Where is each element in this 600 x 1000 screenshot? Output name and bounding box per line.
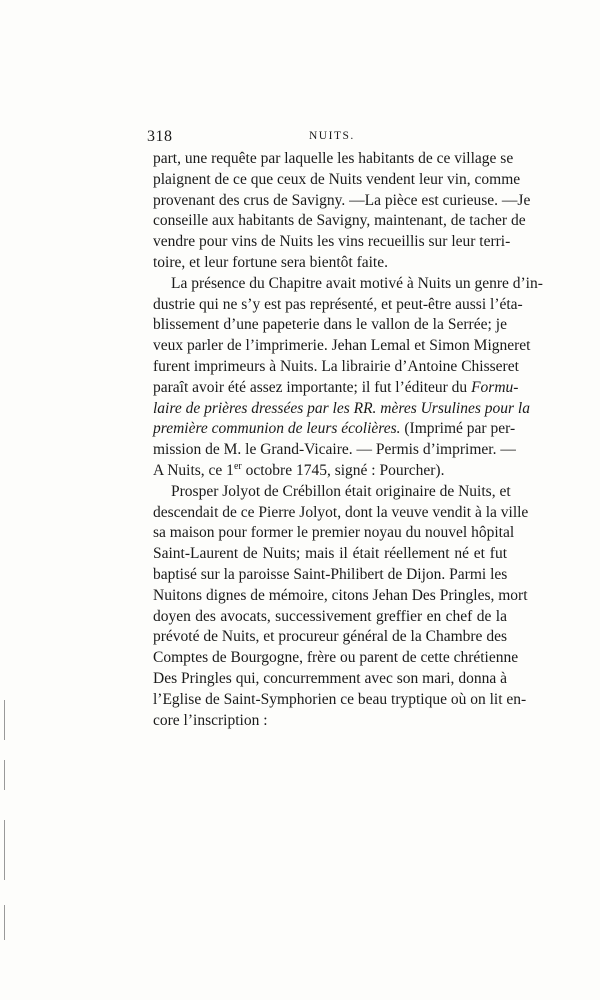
text-line — [153, 399, 530, 420]
text-line: doyen des avocats, successivement greffier en chef de la — [153, 607, 507, 625]
text-line: Saint-Laurent de Nuits; mais il était réellement né et fut — [153, 545, 507, 563]
text-line: Des Pringles qui, concurremment avec son mari, donna à — [153, 669, 507, 687]
text-line: mission de M. le Grand-Vicaire. — Permis d’imprimer. — — [153, 441, 516, 459]
text-line: conseille aux habitants de Savigny, maintenant, de tacher de — [153, 212, 526, 230]
text-line: baptisé sur la paroisse Saint-Philibert de Dijon. Parmi les — [153, 565, 508, 583]
text-line: plaignent de ce que ceux de Nuits vendent leur vin, comme — [153, 170, 521, 188]
text-line: prévoté de Nuits, et procureur général de la Chambre des — [153, 628, 507, 646]
superscript: er — [233, 460, 242, 472]
scan-margin-mark — [4, 820, 5, 880]
text-line: blissement d’une papeterie dans le vallon de la Serrée; je — [153, 316, 507, 334]
text-span: octobre 1745, signé : Pourcher). — [241, 461, 445, 479]
text-span: A Nuits, ce 1 — [153, 461, 234, 479]
text-line — [153, 419, 516, 440]
text-line: part, une requête par laquelle les habitants de ce village se — [153, 150, 514, 167]
scan-margin-mark — [4, 760, 5, 790]
text-line — [153, 461, 507, 482]
text-line: sa maison pour former le premier noyau du nouvel hôpital — [153, 524, 515, 542]
text-line: Prosper Jolyot de Crébillon était originaire de Nuits, et — [171, 482, 511, 500]
text-line — [153, 378, 519, 399]
text-line: La présence du Chapitre avait motivé à Nuits un genre d’in- — [171, 274, 543, 292]
italic-title: laire de prières dressées par les RR. mères Ursulines pour la — [153, 399, 530, 417]
page-header — [147, 128, 507, 148]
text-line: Nuitons dignes de mémoire, citons Jehan Des Pringles, mort — [153, 586, 528, 604]
text-line: dustrie qui ne s’y est pas représenté, et peut-être aussi l’éta- — [153, 295, 523, 313]
text-line: core l’inscription : — [153, 711, 268, 729]
text-line: descendait de ce Pierre Jolyot, dont la veuve vendit à la ville — [153, 503, 529, 521]
scan-margin-mark — [4, 905, 5, 940]
italic-title: Formu- — [471, 378, 519, 396]
text-line: l’Eglise de Saint-Symphorien ce beau tryptique où on lit en- — [153, 690, 527, 708]
text-line: Comptes de Bourgogne, frère ou parent de cette chrétienne — [153, 649, 519, 667]
text-line: vendre pour vins de Nuits les vins recueillis sur leur terri- — [153, 233, 511, 251]
running-head: NUITS. — [309, 130, 355, 142]
text-line: veux parler de l’imprimerie. Jehan Lemal et Simon Migneret — [153, 337, 531, 355]
page-number: 318 — [147, 128, 173, 145]
text-line: toire, et leur fortune sera bientôt faite. — [153, 253, 388, 271]
scan-margin-mark — [4, 700, 5, 740]
text-span: paraît avoir été assez importante; il fut l’éditeur du — [153, 378, 468, 396]
text-line: provenant des crus de Savigny. —La pièce est curieuse. —Je — [153, 191, 531, 209]
text-span: (Imprimé par per- — [400, 420, 516, 438]
body-text — [153, 149, 543, 731]
text-line: furent imprimeurs à Nuits. La librairie d’Antoine Chisseret — [153, 357, 519, 375]
italic-title: première communion de leurs écolières. — [153, 420, 401, 438]
